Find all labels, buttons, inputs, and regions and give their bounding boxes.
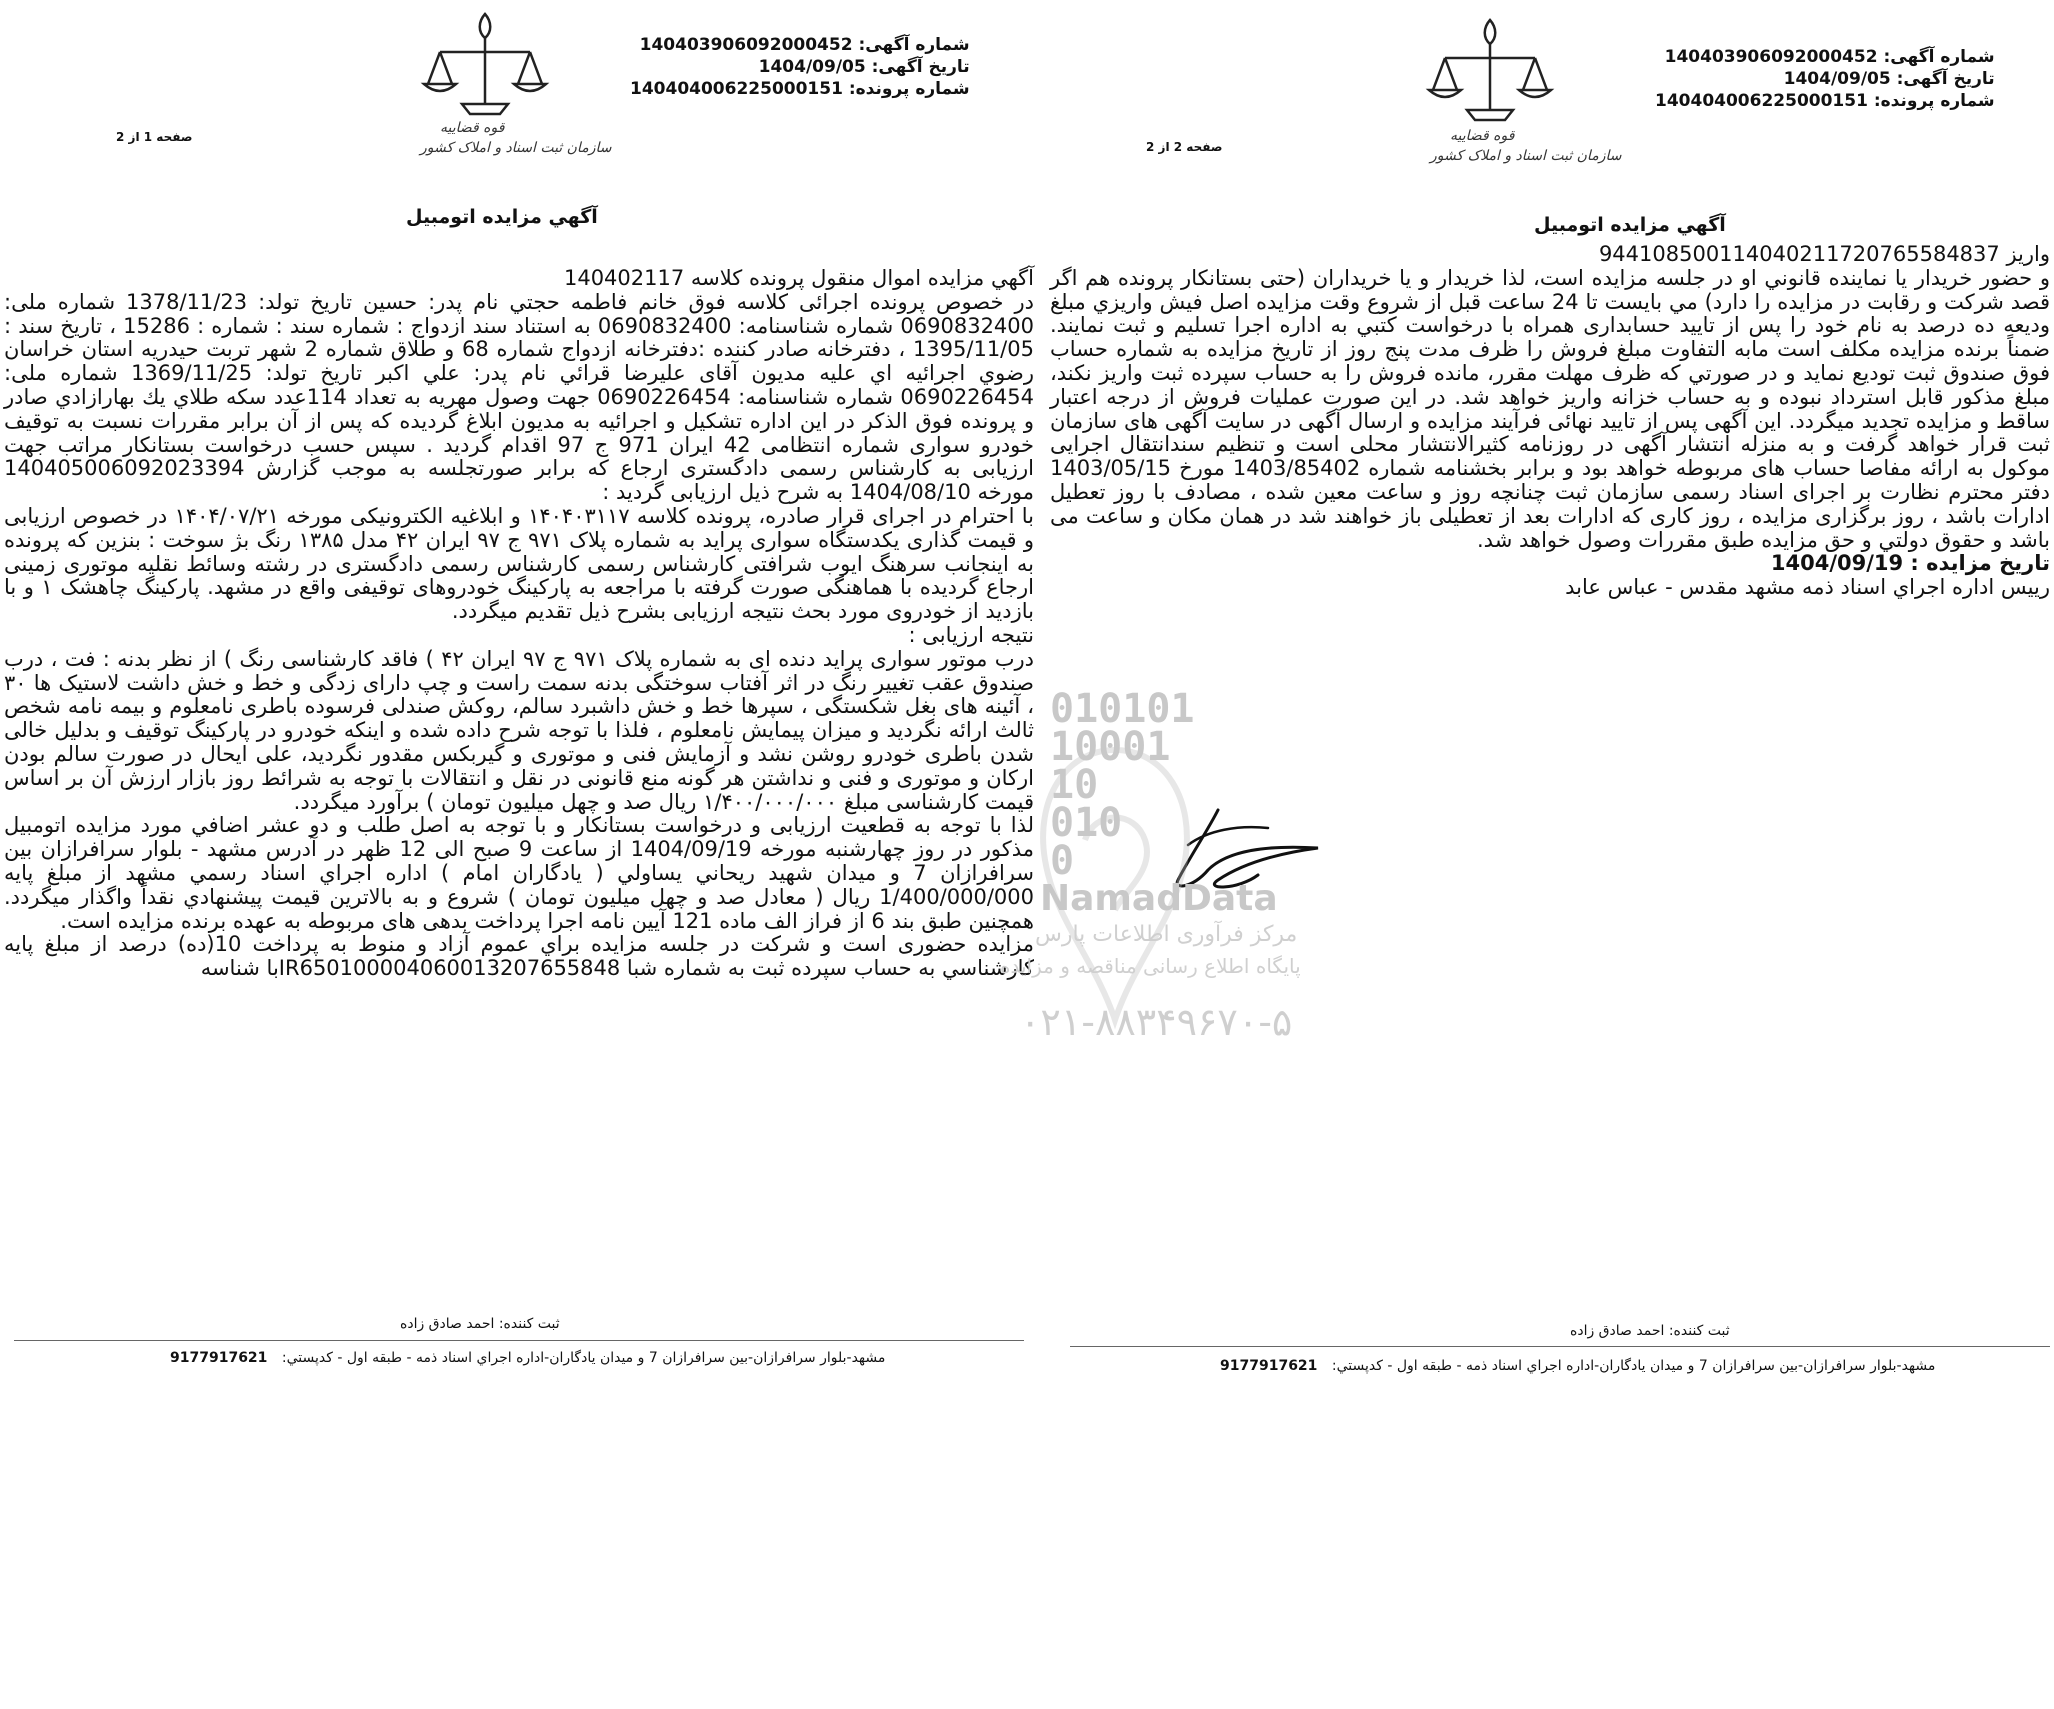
watermark-digit-row: 10 bbox=[1050, 762, 1099, 808]
watermark-brand: NamadData bbox=[1040, 878, 1278, 919]
registrar-name: احمد صادق زاده bbox=[400, 1316, 495, 1332]
watermark-phone: ۰۲۱-۸۸۳۴۹۶۷۰-۵ bbox=[1020, 1000, 1293, 1044]
file-number-label: شماره پرونده: bbox=[1873, 91, 1995, 111]
address-text: مشهد-بلوار سرافرازان-بين سرافرازان 7 و ميدان يادگاران-اداره اجراي اسناد ذمه - طبقه اول - كدپستي: bbox=[1331, 1358, 1936, 1374]
emblem-caption-bottom: سازمان ثبت اسناد و املاک کشور bbox=[420, 140, 612, 156]
paragraph-signatory: رييس اداره اجراي اسناد ذمه مشهد مقدس - عباس عابد bbox=[1565, 575, 2050, 600]
paragraph-auction-date: تاريخ مزايده : 1404/09/19 bbox=[1770, 551, 2050, 576]
paragraph-deposit-id: واريز 944108500114040211720765584837 bbox=[1598, 242, 2050, 266]
ad-meta-block bbox=[630, 34, 970, 100]
ad-number: 140403906092000452 bbox=[1664, 47, 1878, 67]
ad-date-label: تاریخ آگهی: bbox=[1896, 69, 1995, 89]
registrar-label: ثبت كننده: bbox=[1668, 1323, 1730, 1339]
file-number: 140404006225000151 bbox=[1655, 91, 1868, 111]
ad-date-row bbox=[1655, 68, 1995, 90]
watermark-digit-row: 10001 bbox=[1050, 724, 1171, 770]
ad-number-label: شماره آگهی: bbox=[858, 35, 970, 55]
emblem-caption-top: قوه قضاییه bbox=[440, 120, 505, 136]
registrar-name: احمد صادق زاده bbox=[1570, 1323, 1665, 1339]
postal-code: 9177917621 bbox=[170, 1350, 268, 1366]
postal-code: 9177917621 bbox=[1220, 1358, 1318, 1374]
footer-address bbox=[1220, 1358, 1935, 1374]
file-number: 140404006225000151 bbox=[630, 79, 843, 99]
paragraph-auction-terms: لذا با توجه به قطعیت ارزیابی و درخواست بستانکار و با توجه به اصل طلب و دو عشر اضافي مورد مزايده اتومبیل مذكور در روز چهارشنبه مورخه 1404/09/19 از ساعت 9 صبح الی 12 ظهر در آدرس مشهد - بلوار سرافرازان بين سرافرازان 7 و ميدان شهيد ريحاني يساولي ( يادگاران امام ) اداره اجراي اسناد رسمي مشهد از مبلغ پايه 1/400/000/000 ريال ( معادل صد و چهل میلیون تومان ) شروع و به بالاترين قيمت پيشنهادي نقداً واگذار ميگردد. همچنين طبق بند 6 از فراز الف ماده 121 آيين نامه اجرا پرداخت بدهی های مربوطه به عهده برنده مزایده است. bbox=[4, 813, 1034, 933]
ad-number: 140403906092000452 bbox=[639, 35, 853, 55]
watermark-line-2: پایگاه اطلاع رسانی مناقصه و مزایده bbox=[1000, 954, 1301, 978]
ad-meta-block bbox=[1655, 46, 1995, 112]
ad-number-label: شماره آگهی: bbox=[1883, 47, 1995, 67]
paragraph-heading: آگهي مزايده اموال منقول پرونده كلاسه 140402117 bbox=[563, 266, 1034, 290]
footer-divider bbox=[1070, 1346, 2050, 1347]
address-text: مشهد-بلوار سرافرازان-بين سرافرازان 7 و ميدان يادگاران-اداره اجراي اسناد ذمه - طبقه اول - كدپستي: bbox=[281, 1350, 886, 1366]
watermark-digits bbox=[1050, 686, 1195, 884]
ad-number-row bbox=[630, 34, 970, 56]
registrar-label: ثبت كننده: bbox=[498, 1316, 560, 1332]
paragraph-deposit: مزايده حضوری است و شركت در جلسه مزايده براي عموم آزاد و منوط به پرداخت 10(ده) درصد از مبلغ پايه كارشناسي به حساب سپرده ثبت به شماره شبا IR650100004060013207655848با شناسه bbox=[4, 932, 1035, 981]
emblem-caption-bottom: سازمان ثبت اسناد و املاک کشور bbox=[1430, 148, 1622, 164]
emblem-caption-top: قوه قضاییه bbox=[1450, 128, 1515, 144]
watermark-digit-row: 0 bbox=[1050, 838, 1075, 884]
registrar bbox=[1570, 1323, 1730, 1339]
page-number: صفحه 1 از 2 bbox=[116, 130, 193, 144]
footer-divider bbox=[14, 1340, 1024, 1341]
paragraph-assessment: درب موتور سواری پراید دنده ای به شماره پلاک ۹۷۱ ج ۹۷ ایران ۴۲ ) فاقد کارشناسی رنگ ) از نظر بدنه : فت ، درب صندوق عقب تغییر رنگ در اثر آفتاب سوختگی بدنه سمت راست و چپ دارای زدگی و خط و خش داشت لاستیک ها ۳۰ ، آئینه های بغل شکستگی ، سپرها خط و خش داشبرد سالم، روکش صندلی فرسوده باطری نامعلوم و بیمه نامه شخص ثالث ارائه نگردید و میزان پیمایش نامعلوم ، فلذا با توجه شرح داده شده و اینکه خودرو در پارکینگ توقیف و بدلیل خالی شدن باطری خودرو روشن نشد و آزمایش فنی و موتوری و گیربکس مقدور نگردید، علی ایحال در صورت سالم بودن ارکان و موتوری و فنی و نداشتن هر گونه منع قانونی در نقل و انتقالات با توجه به شرائط روز بازار ارزش آن بر اساس قیمت کارشناسی مبلغ ۱/۴۰۰/۰۰۰/۰۰۰ ریال صد و چهل میلیون تومان ) برآورد میگردد. bbox=[4, 646, 1035, 814]
watermark-digit-row: 010101 bbox=[1050, 686, 1195, 732]
paragraph-result-heading: نتیجه ارزیابی : bbox=[908, 622, 1034, 647]
paragraph-conditions: و حضور خريدار يا نماينده قانوني او در جلسه مزايده است، لذا خريدار و يا خريداران (حتی بستانكار پرونده هم اگر قصد شركت و رقابت در مزايده را دارد) مي بايست تا 24 ساعت قبل از شروع وقت مزايده اصل فيش واريزي مبلغ وديعه ده درصد به نام خود را پس از تاييد حسابداری همراه با درخواست كتبي به اداره اجرا تسليم و ثبت نمايند. ضمناً برنده مزايده مكلف است مابه التفاوت مبلغ فروش را ظرف مدت پنج روز از تاريخ مزايده به شماره حساب فوق صندوق ثبت توديع نمايد و در صورتي كه ظرف مهلت مقرر، مانده فروش را به حساب سپرده ثبت واريز نكند، مبلغ مذكور قابل استرداد نبوده و به حساب خزانه واريز خواهد شد. در اين صورت عمليات فروش از درجه اعتبار ساقط و مزايده تجديد ميگردد. این آگهی پس از تایید نهائی فرآیند مزایده و ارسال آگهی در سایت آگهی های سازمان ثبت قرار خواهد گرفت و به منزله انتشار آگهی در روزنامه کثیرالانتشار محلی است و تنظیم سندانتقال اجرایی موکول به ارائه مفاصا حساب های مربوطه خواهد بود و برابر بخشنامه شماره 1403/85402 مورخ 1403/05/15 دفتر محترم نظارت بر اجرای اسناد رسمی سازمان ثبت چنانچه روز و ساعت معین شده ، مصادف با روز تعطیل ادارات باشد ، روز برگزاری مزایده ، روز کاری که ادارات بعد از تعطیلی باز خواهند شد در همان مکان و ساعت می باشد و حقوق دولتي و حق مزايده طبق مقررات وصول خواهد شد. bbox=[1050, 265, 2051, 552]
ad-date-row bbox=[630, 56, 970, 78]
page-number: صفحه 2 از 2 bbox=[1146, 140, 1223, 154]
file-number-label: شماره پرونده: bbox=[848, 79, 970, 99]
document-title: آگهي مزايده اتومبيل bbox=[406, 206, 598, 228]
registrar bbox=[400, 1316, 560, 1332]
paragraph-case-details: در خصوص پرونده اجرائی کلاسه فوق خانم فاطمه حجتي نام پدر: حسين تاريخ تولد: 1378/11/23 شماره ملی: 0690832400 شماره شناسنامه: 0690832400 به استناد سند ازدواج : شماره سند : شماره : 15286 ، تاريخ سند : 1395/11/05 ، دفترخانه صادر كننده :دفترخانه ازدواج شماره 68 و طلاق شماره 2 شهر تربت حيدريه استان خراسان رضوي اجرائيه اي عليه مديون آقای عليرضا قرائي نام پدر: علي اكبر تاريخ تولد: 1369/11/25 شماره ملی: 0690226454 شماره شناسنامه: 0690226454 جهت وصول مهريه به تعداد 114عدد سكه طلاي يك بهارازادي صادر و پرونده فوق الذكر در اين اداره تشكيل و اجرائيه به مديون ابلاغ گرديده كه پس از آن برابر مقررات نسبت به توقيف خودرو سواری شماره انتظامی 42 ایران 971 ج 97 اقدام گردید . سپس حسب درخواست بستانكار مراتب جهت ارزيابی به كارشناس رسمی دادگستری ارجاع كه برابر صورتجلسه به موجب گزارش 140405006092023394 مورخه 1404/08/10 به شرح ذيل ارزيابی گرديد : bbox=[4, 289, 1035, 505]
ad-date: 1404/09/05 bbox=[758, 57, 866, 77]
document-title: آگهي مزايده اتومبيل bbox=[1534, 214, 1726, 236]
watermark-line-1: مرکز فرآوری اطلاعات پارس bbox=[1035, 922, 1298, 947]
document-body bbox=[4, 267, 1034, 981]
document-body bbox=[1050, 243, 2050, 600]
ad-date-label: تاریخ آگهی: bbox=[871, 57, 970, 77]
ad-date: 1404/09/05 bbox=[1783, 69, 1891, 89]
footer-address bbox=[170, 1350, 885, 1366]
file-number-row bbox=[1655, 90, 1995, 112]
ad-number-row bbox=[1655, 46, 1995, 68]
file-number-row bbox=[630, 78, 970, 100]
watermark-digit-row: 010 bbox=[1050, 800, 1123, 846]
paragraph-expert-intro: با احترام در اجرای قرار صادره، پرونده کلاسه ۱۴۰۴۰۳۱۱۷ و ابلاغیه الکترونیکی مورخه ۱۴۰۴/۰۷/۲۱ در خصوص ارزیابی و قیمت گذاری یکدستگاه سواری پراید به شماره پلاک ۹۷۱ ج ۹۷ ایران ۴۲ مدل ۱۳۸۵ رنگ بژ سوخت : بنزین که پرونده به اینجانب سرهنگ ایوب شرافتی کارشناس رسمی کارشناس رسمی دادگستری در رشته وسائط نقلیه موتوری زمینی ارجاع گردیده با هماهنگی صورت گرفته با مراجعه به پارکینگ خودروهای توقیفی واقع در مشهد. پارکینگ چاهشک ۱ و با بازدید از خودروی مورد بحث نتیجه ارزیابی بشرح ذیل تقدیم میگردد. bbox=[4, 503, 1035, 624]
